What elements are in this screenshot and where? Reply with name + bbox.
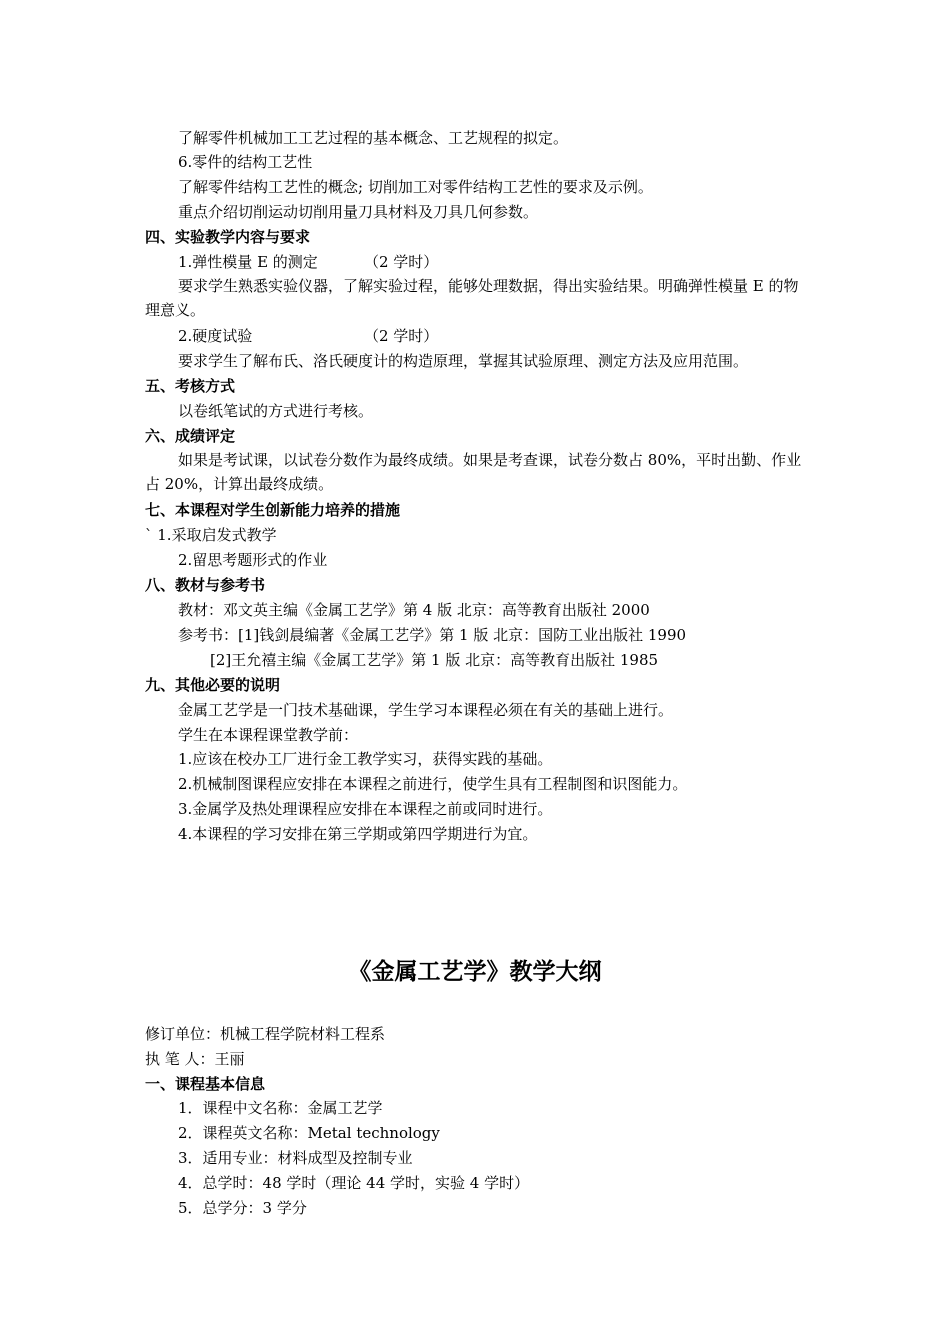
experiment-item-1-desc: 要求学生熟悉实验仪器，了解实验过程，能够处理数据，得出实验结果。明确弹性模量 E 的物理意义。 xyxy=(145,277,799,319)
experiment-item-2-hours: （2 学时） xyxy=(364,327,439,345)
section-heading-6: 六、成绩评定 xyxy=(145,427,236,445)
reference-line: 参考书：[1]钱剑晨编著《金属工艺学》第 1 版 北京：国防工业出版社 1990 xyxy=(178,626,687,644)
textbook-line: 教材：邓文英主编《金属工艺学》第 4 版 北京：高等教育出版社 2000 xyxy=(178,601,650,619)
paragraph: 2.机械制图课程应安排在本课程之前进行，使学生具有工程制图和识图能力。 xyxy=(178,775,688,793)
section-heading-7: 七、本课程对学生创新能力培养的措施 xyxy=(145,501,401,519)
paragraph: 金属工艺学是一门技术基础课，学生学习本课程必须在有关的基础上进行。 xyxy=(178,701,674,719)
grading-text: 如果是考试课，以试卷分数作为最终成绩。如果是考查课，试卷分数占 80%，平时出勤、作业占 20%，计算出最终成绩。 xyxy=(145,451,802,493)
paragraph: 3.金属学及热处理课程应安排在本课程之前或同时进行。 xyxy=(178,800,553,818)
experiment-item-2 xyxy=(178,326,843,346)
paragraph: 了解零件机械加工工艺过程的基本概念、工艺规程的拟定。 xyxy=(178,129,569,147)
list-item: ` 1.采取启发式教学 xyxy=(145,526,277,544)
experiment-item-2-label: 2.硬度试验 xyxy=(178,327,253,345)
experiment-item-2-desc: 要求学生了解布氏、洛氏硬度计的构造原理，掌握其试验原理、测定方法及应用范围。 xyxy=(178,352,749,370)
section-heading-5: 五、考核方式 xyxy=(145,377,236,395)
section-heading-9: 九、其他必要的说明 xyxy=(145,676,281,694)
paragraph: 以卷纸笔试的方式进行考核。 xyxy=(178,402,374,420)
paragraph: 重点介绍切削运动切削用量刀具材料及刀具几何参数。 xyxy=(178,203,539,221)
info-item: 5．总学分：3 学分 xyxy=(178,1199,307,1217)
experiment-item-1-hours: （2 学时） xyxy=(364,253,439,271)
paragraph: 了解零件结构工艺性的概念; 切削加工对零件结构工艺性的要求及示例。 xyxy=(178,178,653,196)
info-item: 1．课程中文名称：金属工艺学 xyxy=(178,1099,383,1117)
info-item: 2．课程英文名称：Metal technology xyxy=(178,1124,440,1142)
author-line: 执 笔 人：王丽 xyxy=(145,1050,245,1068)
reference-line: [2]王允禧主编《金属工艺学》第 1 版 北京：高等教育出版社 1985 xyxy=(210,651,659,669)
list-item: 2.留思考题形式的作业 xyxy=(178,551,328,569)
experiment-item-1 xyxy=(178,252,843,272)
section-heading-8: 八、教材与参考书 xyxy=(145,576,266,594)
syllabus-title: 《金属工艺学》教学大纲 xyxy=(348,959,602,985)
experiment-item-1-label: 1.弹性模量 E 的测定 xyxy=(178,253,318,271)
paragraph: 4.本课程的学习安排在第三学期或第四学期进行为宜。 xyxy=(178,825,538,843)
paragraph: 学生在本课程课堂教学前： xyxy=(178,726,359,744)
paragraph: 6.零件的结构工艺性 xyxy=(178,153,313,171)
info-item: 3．适用专业：材料成型及控制专业 xyxy=(178,1149,413,1167)
revision-unit: 修订单位：机械工程学院材料工程系 xyxy=(145,1025,386,1043)
section-heading-4: 四、实验教学内容与要求 xyxy=(145,228,311,246)
section-heading-1: 一、课程基本信息 xyxy=(145,1075,266,1093)
info-item: 4．总学时：48 学时（理论 44 学时，实验 4 学时） xyxy=(178,1174,530,1192)
paragraph: 1.应该在校办工厂进行金工教学实习，获得实践的基础。 xyxy=(178,750,553,768)
